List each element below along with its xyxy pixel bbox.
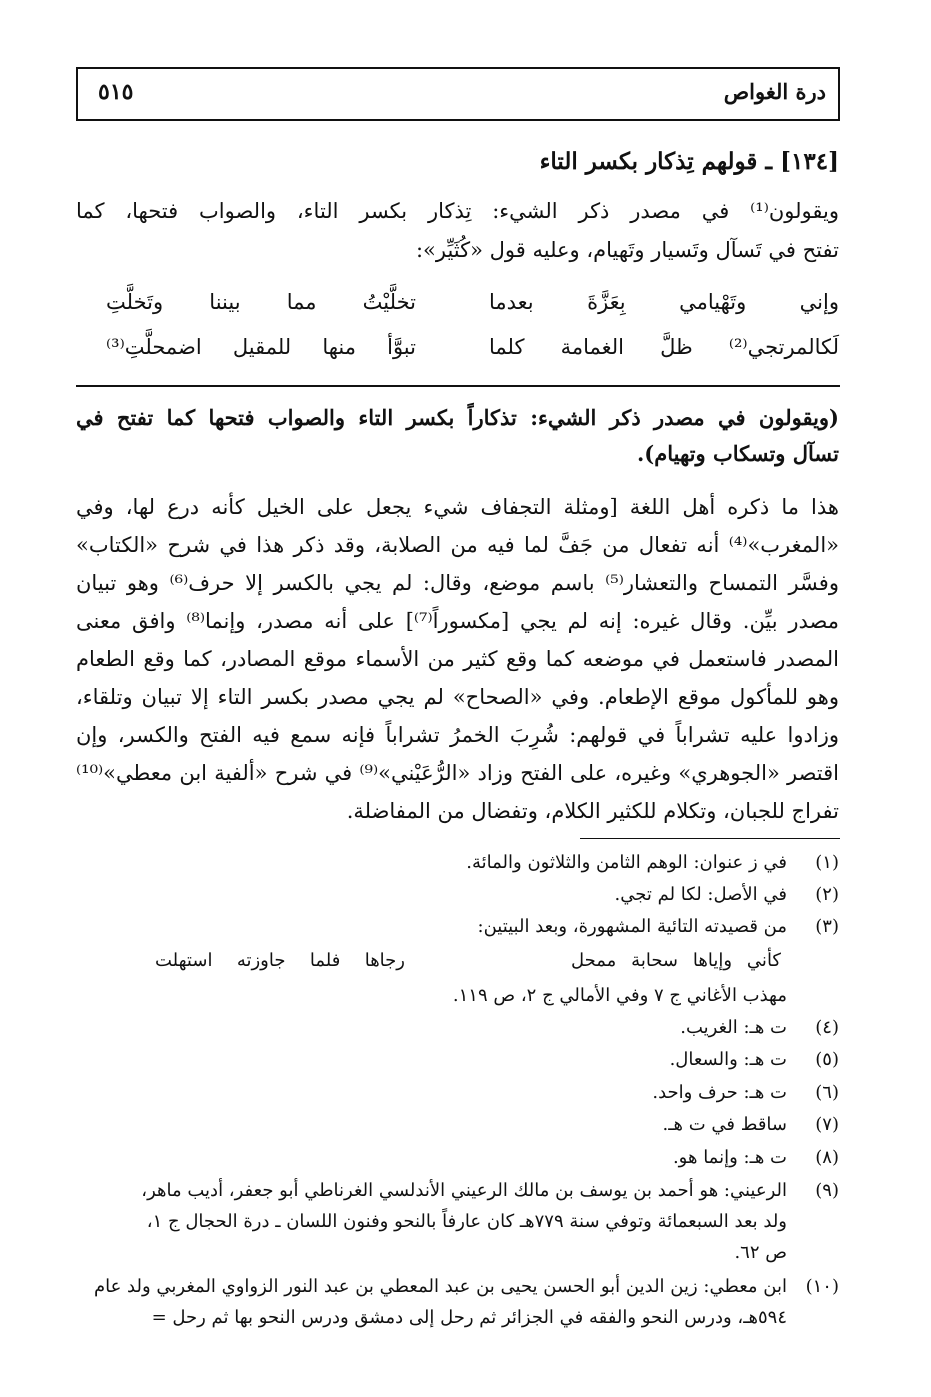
footnote-text: في الأصل: لكا لم تجي.	[614, 884, 787, 905]
body-line: المصدر فاستعمل في موضعه كما وقع كثير من الأسماء موقع المصادر، كما وقع الطعام	[76, 647, 839, 671]
footnote	[76, 848, 839, 878]
footnote-text: من قصيدته التائية المشهورة، وبعد البيتين:	[477, 916, 787, 937]
intro-line: تفتح في تَسآل وتَسيار وتَهيام، وعليه قول «كُثَيِّر»:	[415, 238, 839, 262]
footnote-text: ابن معطي: زين الدين أبو الحسن يحيى بن عبد المعطي بن عبد النور الزواوي المغربي ولد عام	[93, 1276, 787, 1297]
footnote-number: (٢)	[815, 884, 839, 905]
footnote-continuation: مهذب الأغاني ج ٧ وفي الأمالي ج ٢، ص ١١٩.	[452, 985, 787, 1006]
footnote-text: ت هـ: وإنما هو.	[672, 1147, 787, 1168]
footnote	[76, 1176, 839, 1206]
body-line: اقتصر «الجوهري» وغيره، على الفتح وزاد «الرُّعَيْني»⁽⁹⁾ في شرح «ألفية ابن معطي»⁽¹⁰⁾	[76, 761, 839, 785]
footnote-verse-right: كأني وإياها سحابة ممحل	[571, 950, 781, 971]
footnote	[76, 1143, 839, 1173]
footnote	[76, 880, 839, 910]
body-line: تفراج للجبان، وتكلام للكثير الكلام، وتفضال من المفاضلة.	[346, 799, 839, 823]
footnote-text: ساقط في ت هـ.	[662, 1114, 787, 1135]
body-line: هذا ما ذكره أهل اللغة [ومثلة التجفاف شيء يجعل على الخيل كأنه درع لها، وفي	[76, 495, 839, 519]
footnote-number: (٣)	[815, 916, 839, 937]
footnote-continuation: ص ٦٢.	[734, 1242, 787, 1263]
verse-hemistich-right: وإني وتَهْيامي بِعَزَّةَ بعدما	[489, 290, 839, 314]
footnote	[76, 1013, 839, 1043]
footnote	[76, 1045, 839, 1075]
footnote	[76, 912, 839, 942]
body-line: وزادوا عليه تشراباً في قولهم: شُرِبَ الخمرُ تشراباً فإنه سمع فيه الفتح والكسر، وإن	[76, 723, 839, 747]
footnote-number: (١)	[815, 852, 839, 873]
footnote	[76, 1078, 839, 1108]
commentary-line: تسآل وتسكاب وتهيام).	[637, 441, 839, 466]
running-header	[76, 67, 840, 121]
verse-hemistich-left: تخلَّيْتُ مما بيننا وتَخلَّتِ	[106, 290, 416, 314]
footnote	[76, 1110, 839, 1140]
body-line: وهو للمأكول موقع الإطعام. وفي «الصحاح» لم يجي مصدر بكسر التاء إلا تبيان وتلقاء،	[76, 685, 839, 709]
section-divider	[76, 385, 840, 387]
footnote-number: (٩)	[815, 1180, 839, 1201]
body-line: وفسَّر التمساح والتعشار⁽⁵⁾ باسم موضع، وقال: لم يجي بالكسر إلا حرف⁽⁶⁾ وهو تبيان	[76, 571, 839, 595]
footnote-number: (٨)	[815, 1147, 839, 1168]
footnote-verse-left: رجاها فلما جاوزته استهلت	[155, 950, 405, 971]
verse-hemistich-left: تبوَّأ منها للمقيل اضمحلَّتِ⁽³⁾	[106, 335, 416, 359]
footnote-number: (٦)	[815, 1082, 839, 1103]
footnote-text: الرعيني: هو أحمد بن يوسف بن مالك الرعيني الأندلسي الغرناطي أبو جعفر، أديب ماهر،	[141, 1180, 787, 1201]
footnote-number: (٧)	[815, 1114, 839, 1135]
footnote-separator	[580, 838, 840, 839]
section-heading: [١٣٤] ـ قولهم تِذكار بكسر التاء	[539, 148, 839, 175]
footnote-text: في ز عنوان: الوهم الثامن والثلاثون والمائة.	[466, 852, 787, 873]
verse-hemistich-right: لَكالمرتجي⁽²⁾ ظلَّ الغمامة كلما	[489, 335, 839, 359]
commentary-line: (ويقولون في مصدر ذكر الشيء: تذكاراً بكسر التاء والصواب فتحها كما تفتح في	[76, 405, 839, 430]
page-number: ٥١٥	[98, 79, 134, 105]
running-title: درة الغواص	[723, 79, 826, 104]
footnote-continuation: ولد بعد السبعمائة وتوفي سنة ٧٧٩هـ كان عارفاً بالنحو وفنون اللسان ـ درة الحجال ج ١،	[146, 1211, 787, 1232]
body-line: «المغرب»⁽⁴⁾ أنه تفعال من جَفَّ لما فيه من الصلابة، وقد ذكر هذا في شرح «الكتاب»	[76, 533, 839, 557]
footnote-continuation: ٥٩٤هـ، ودرس النحو والفقه في الجزائر ثم رحل إلى دمشق ودرس النحو بها ثم رحل =	[151, 1307, 787, 1328]
footnote-number: (١٠)	[805, 1276, 839, 1297]
footnote	[76, 1272, 839, 1302]
footnote-number: (٤)	[815, 1017, 839, 1038]
body-line: مصدر بيِّن. وقال غيره: إنه لم يجي [مكسوراً⁽⁷⁾] على أنه مصدر، وإنما⁽⁸⁾ وافق معنى	[76, 609, 839, 633]
footnote-text: ت هـ: الغريب.	[680, 1017, 787, 1038]
footnote-text: ت هـ: والسعال.	[669, 1049, 787, 1070]
footnote-text: ت هـ: حرف واحد.	[652, 1082, 787, 1103]
intro-line: ويقولون⁽¹⁾ في مصدر ذكر الشيء: تِذكار بكسر التاء، والصواب فتحها، كما	[76, 199, 839, 223]
footnote-number: (٥)	[815, 1049, 839, 1070]
